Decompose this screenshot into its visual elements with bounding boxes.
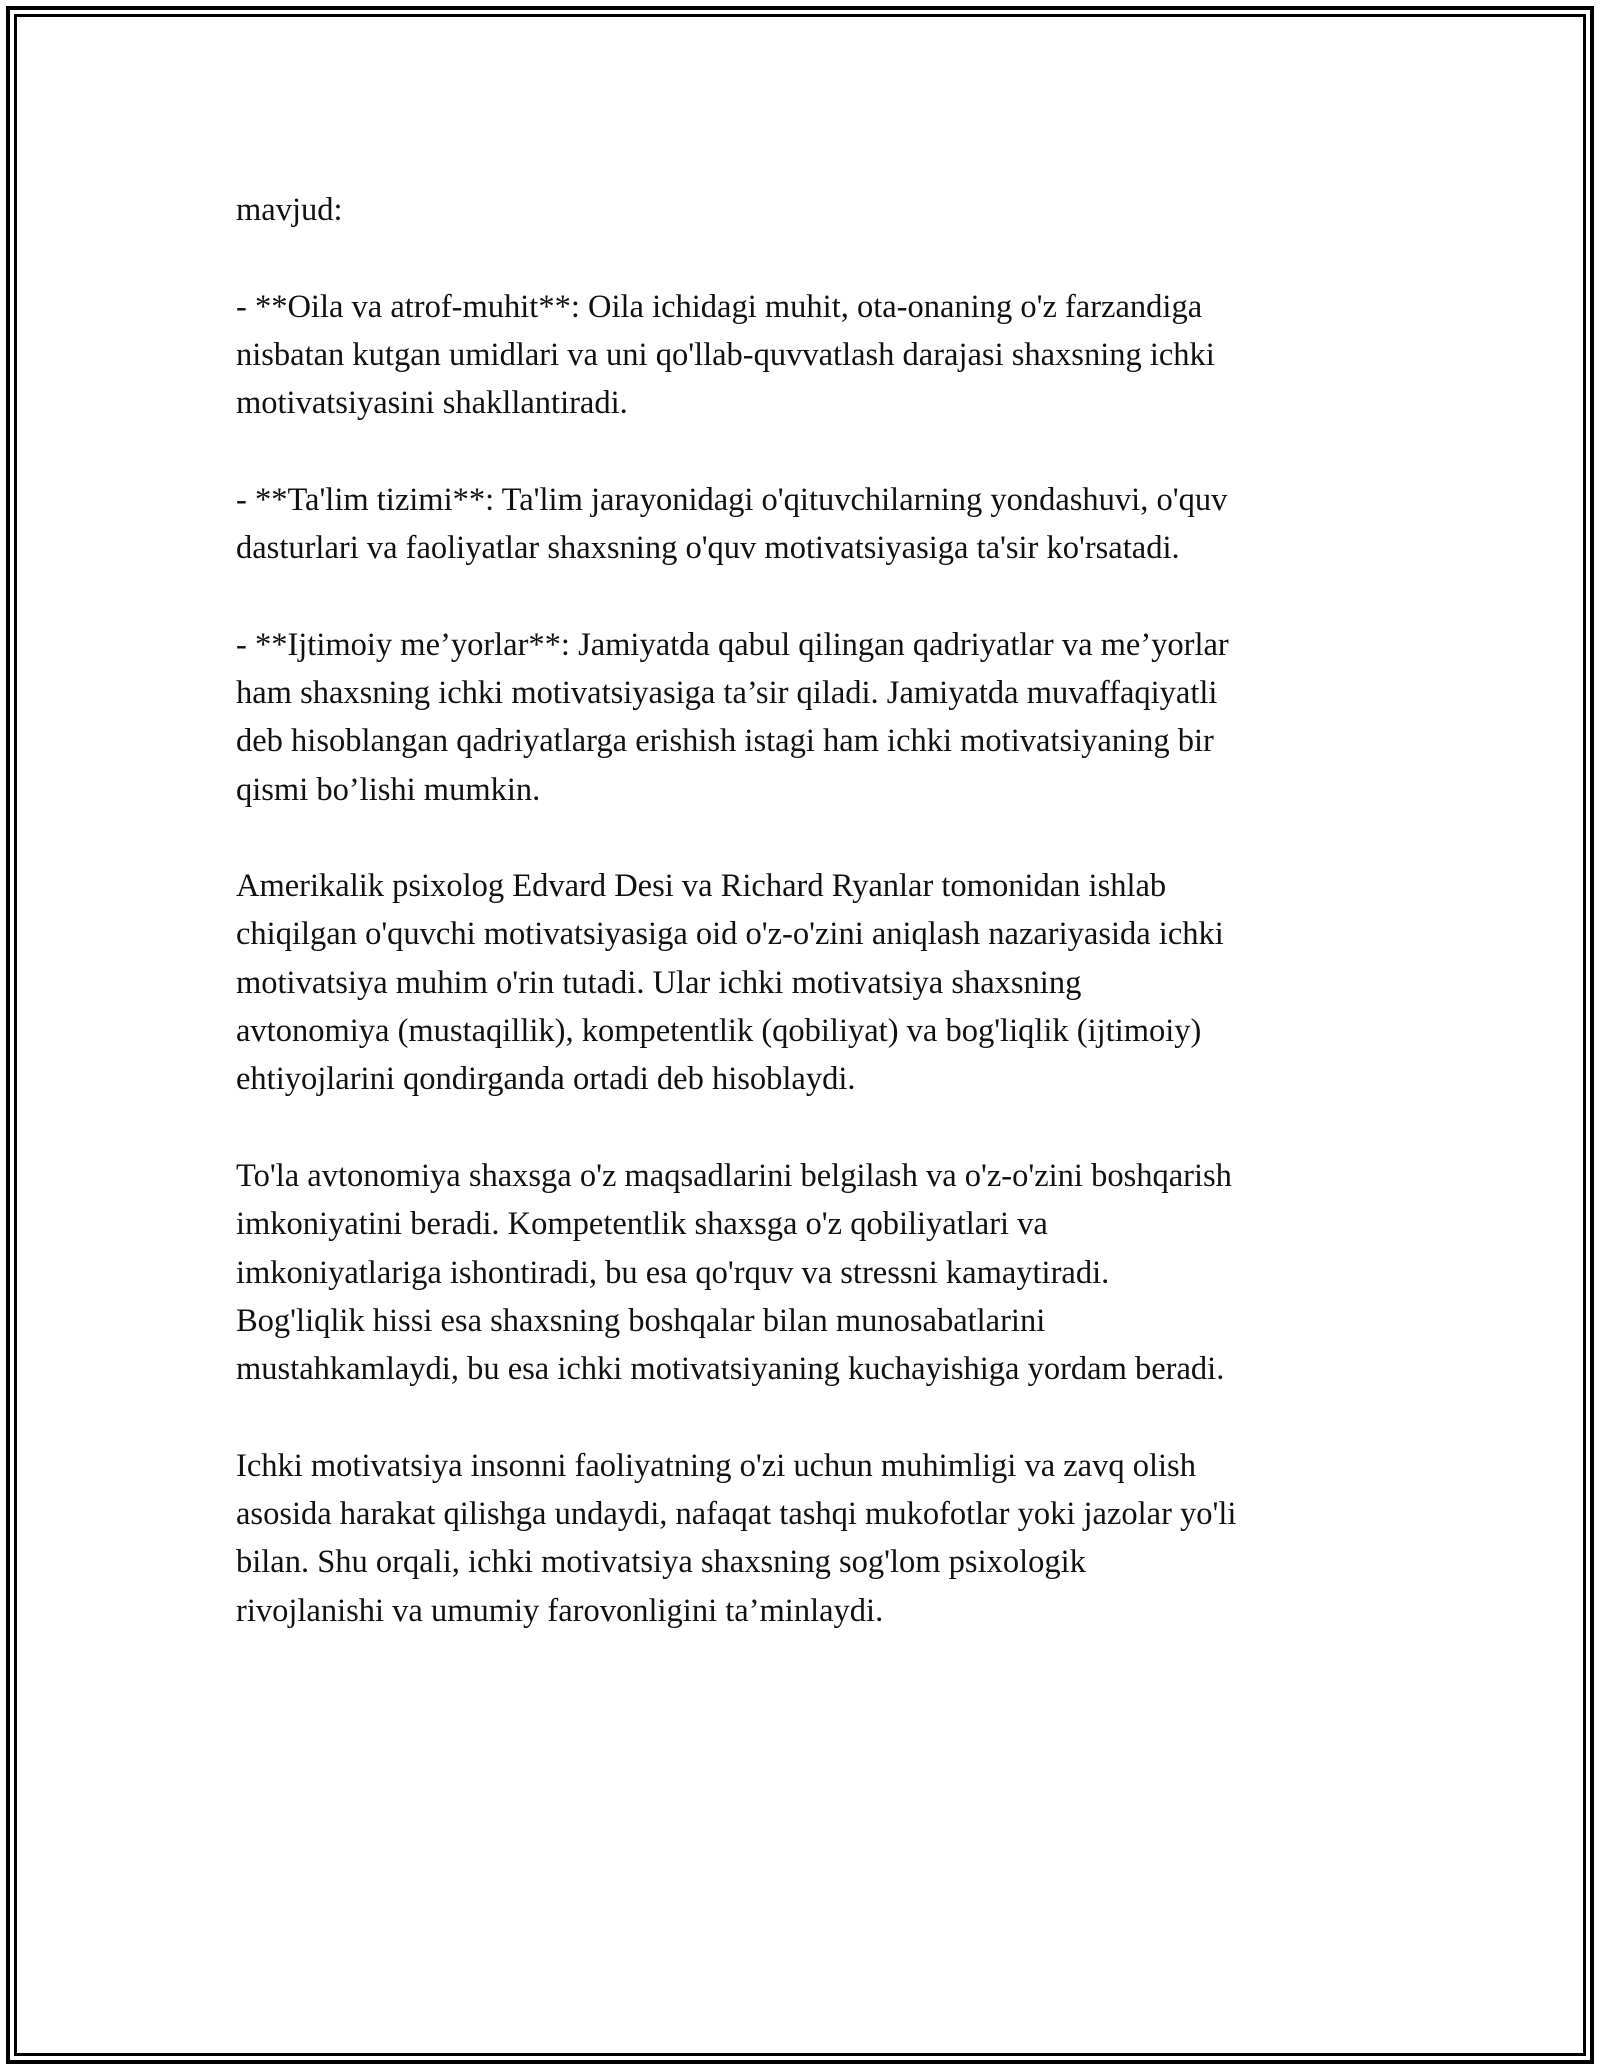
paragraph-conclusion: Ichki motivatsiya insonni faoliyatning o'zi uchun muhimligi va zavq olish asosida harakat qilishga undaydi, nafaqat tashqi mukofotlar yoki jazolar yo'li bilan. Shu orqali, ichki motivatsiya shaxsning sog'lom psixologik rivojlanishi va umumiy farovonligini ta’minlaydi. [236,1447,1237,1629]
paragraph-self-determination-theory: Amerikalik psixolog Edvard Desi va Richard Ryanlar tomonidan ishlab chiqilgan o'quvchi motivatsiyasiga oid o'z-o'zini aniqlash nazariyasida ichki motivatsiya muhim o'rin tutadi. Ular ichki motivatsiya shaxsning avtonomiya (mustaqillik), kompetentlik (qobiliyat) va bog'liqlik (ijtimoiy) ehtiyojlarini qondirganda ortadi deb hisoblaydi. [236,868,1224,1098]
list-item-education-system: - **Ta'lim tizimi**: Ta'lim jarayonidagi o'qituvchilarning yondashuvi, o'quv dasturlari va faoliyatlar shaxsning o'quv motivatsiyasiga ta'sir ko'rsatadi. [236,481,1228,567]
list-item-family-environment: - **Oila va atrof-muhit**: Oila ichidagi muhit, ota-onaning o'z farzandiga nisbatan kutgan umidlari va uni qo'llab-quvvatlash darajasi shaxsning ichki motivatsiyasini shakllantiradi. [236,288,1215,422]
list-item-social-norms: - **Ijtimoiy me’yorlar**: Jamiyatda qabul qilingan qadriyatlar va me’yorlar ham shaxsning ichki motivatsiyasiga ta’sir qiladi. Jamiyatda muvaffaqiyatli deb hisoblangan qadriyatlarga erishish istagi ham ichki motivatsiyaning bir qismi bo’lishi mumkin. [236,626,1229,808]
paragraph-autonomy-competence: To'la avtonomiya shaxsga o'z maqsadlarini belgilash va o'z-o'zini boshqarish imkoniyatini beradi. Kompetentlik shaxsga o'z qobiliyatlari va imkoniyatlariga ishontiradi, bu esa qo'rquv va stressni kamaytiradi. Bog'liqlik hissi esa shaxsning boshqalar bilan munosabatlarini mustahkamlaydi, bu esa ichki motivatsiyaning kuchayishiga yordam beradi. [236,1157,1232,1388]
paragraph-intro: mavjud: [236,192,343,228]
document-body [236,186,1376,1683]
